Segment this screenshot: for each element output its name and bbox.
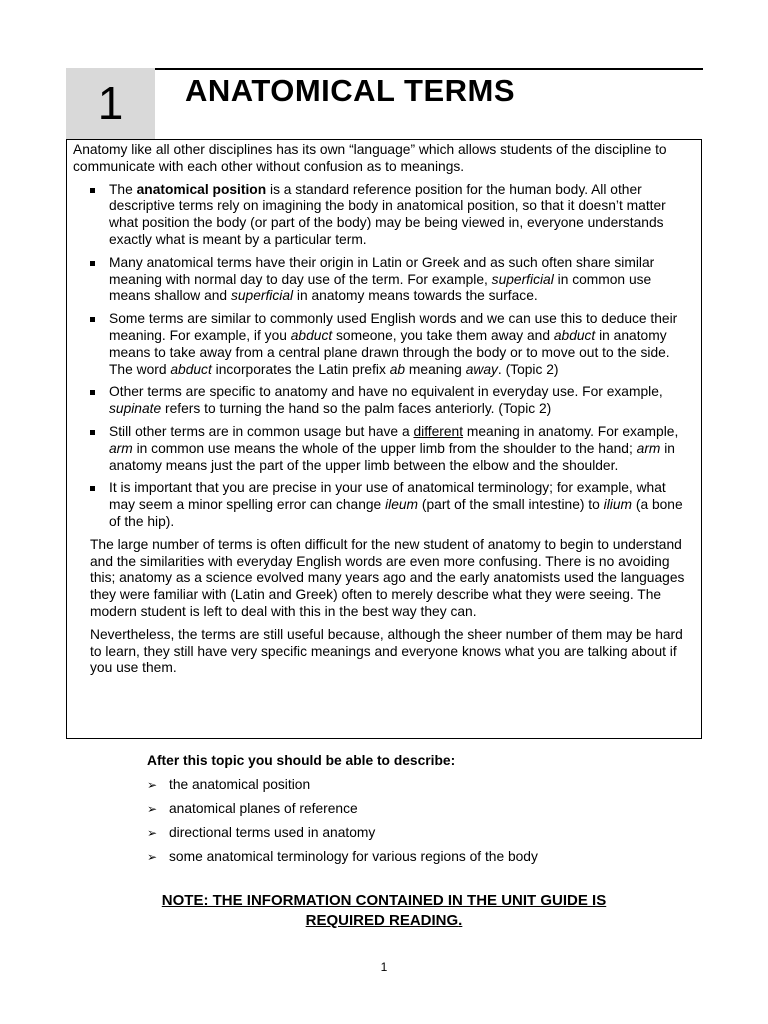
chapter-number-box — [66, 68, 155, 139]
chapter-number: 1 — [97, 77, 124, 129]
arrow-bullet-icon: ➢ — [147, 826, 158, 840]
list-item: ➢ the anatomical position — [147, 777, 311, 792]
intro-box — [66, 139, 702, 739]
list-item: The anatomical position is a standard reference position for the human body. All other descriptive terms rely on imagining the body in anatomical position, so that it doesn’t matter what position the body (or part of the body) may be being viewed in, everyone understands exactly what is meant by a particular term. — [73, 182, 695, 249]
title-rule — [155, 68, 703, 70]
intro-lead: Anatomy like all other disciplines has its own “language” which allows students of the discipline to communicate with each other without confusion as to meanings. — [73, 142, 667, 174]
arrow-bullet-icon: ➢ — [147, 802, 158, 816]
intro-paragraph-1: The large number of terms is often difficult for the new student of anatomy to begin to understand and the similarities with everyday English words are even more confusing. There is no avoiding this; anatomy as a science evolved many years ago and the early anatomists used the languages they were familiar with (Latin and Greek) often to merely describe what they were seeing. The modern student is left to deal with this in the best way they can. — [90, 536, 685, 619]
square-bullet-icon — [90, 188, 95, 193]
page-number: 1 — [380, 960, 388, 974]
list-item: Some terms are similar to commonly used English words and we can use this to deduce their meaning. For example, if you abduct someone, you take them away and abduct in anatomy means to take away from a central plane drawn through the body or to move out to the side. The word abduct incorporates the Latin prefix ab meaning away. (Topic 2) — [73, 311, 695, 378]
list-item: ➢ some anatomical terminology for various regions of the body — [147, 849, 538, 864]
required-reading-note: NOTE: THE INFORMATION CONTAINED IN THE UNIT GUIDE IS REQUIRED READING. — [161, 892, 607, 929]
page-title: ANATOMICAL TERMS — [185, 73, 516, 108]
square-bullet-icon — [90, 261, 95, 266]
learning-objectives — [147, 753, 538, 872]
list-item: It is important that you are precise in your use of anatomical terminology; for example, what may seem a minor spelling error can change ileum (part of the small intestine) to ilium (a bone of the hip). — [73, 480, 695, 530]
list-item: Many anatomical terms have their origin in Latin or Greek and as such often share similar meaning with normal day to day use of the term. For example, superficial in common use means shallow and superficial in anatomy means towards the surface. — [73, 255, 695, 305]
square-bullet-icon — [90, 317, 95, 322]
arrow-bullet-icon: ➢ — [147, 778, 158, 792]
intro-paragraph-2: Nevertheless, the terms are still useful because, although the sheer number of them may be hard to learn, they still have very specific meanings and everyone knows what you are talking about if you use them. — [90, 626, 683, 676]
arrow-bullet-icon: ➢ — [147, 850, 158, 864]
list-item: Still other terms are in common usage but have a different meaning in anatomy. For example, arm in common use means the whole of the upper limb from the shoulder to the hand; arm in anatomy means just the part of the upper limb between the elbow and the shoulder. — [73, 424, 695, 474]
list-item: ➢ directional terms used in anatomy — [147, 825, 376, 840]
square-bullet-icon — [90, 486, 95, 491]
square-bullet-icon — [90, 430, 95, 435]
intro-bullet-list — [73, 182, 695, 531]
list-item: ➢ anatomical planes of reference — [147, 801, 358, 816]
square-bullet-icon — [90, 390, 95, 395]
objectives-heading: After this topic you should be able to describe: — [147, 753, 456, 768]
objectives-list — [147, 776, 538, 872]
list-item: Other terms are specific to anatomy and have no equivalent in everyday use. For example, supinate refers to turning the hand so the palm faces anteriorly. (Topic 2) — [73, 384, 695, 418]
